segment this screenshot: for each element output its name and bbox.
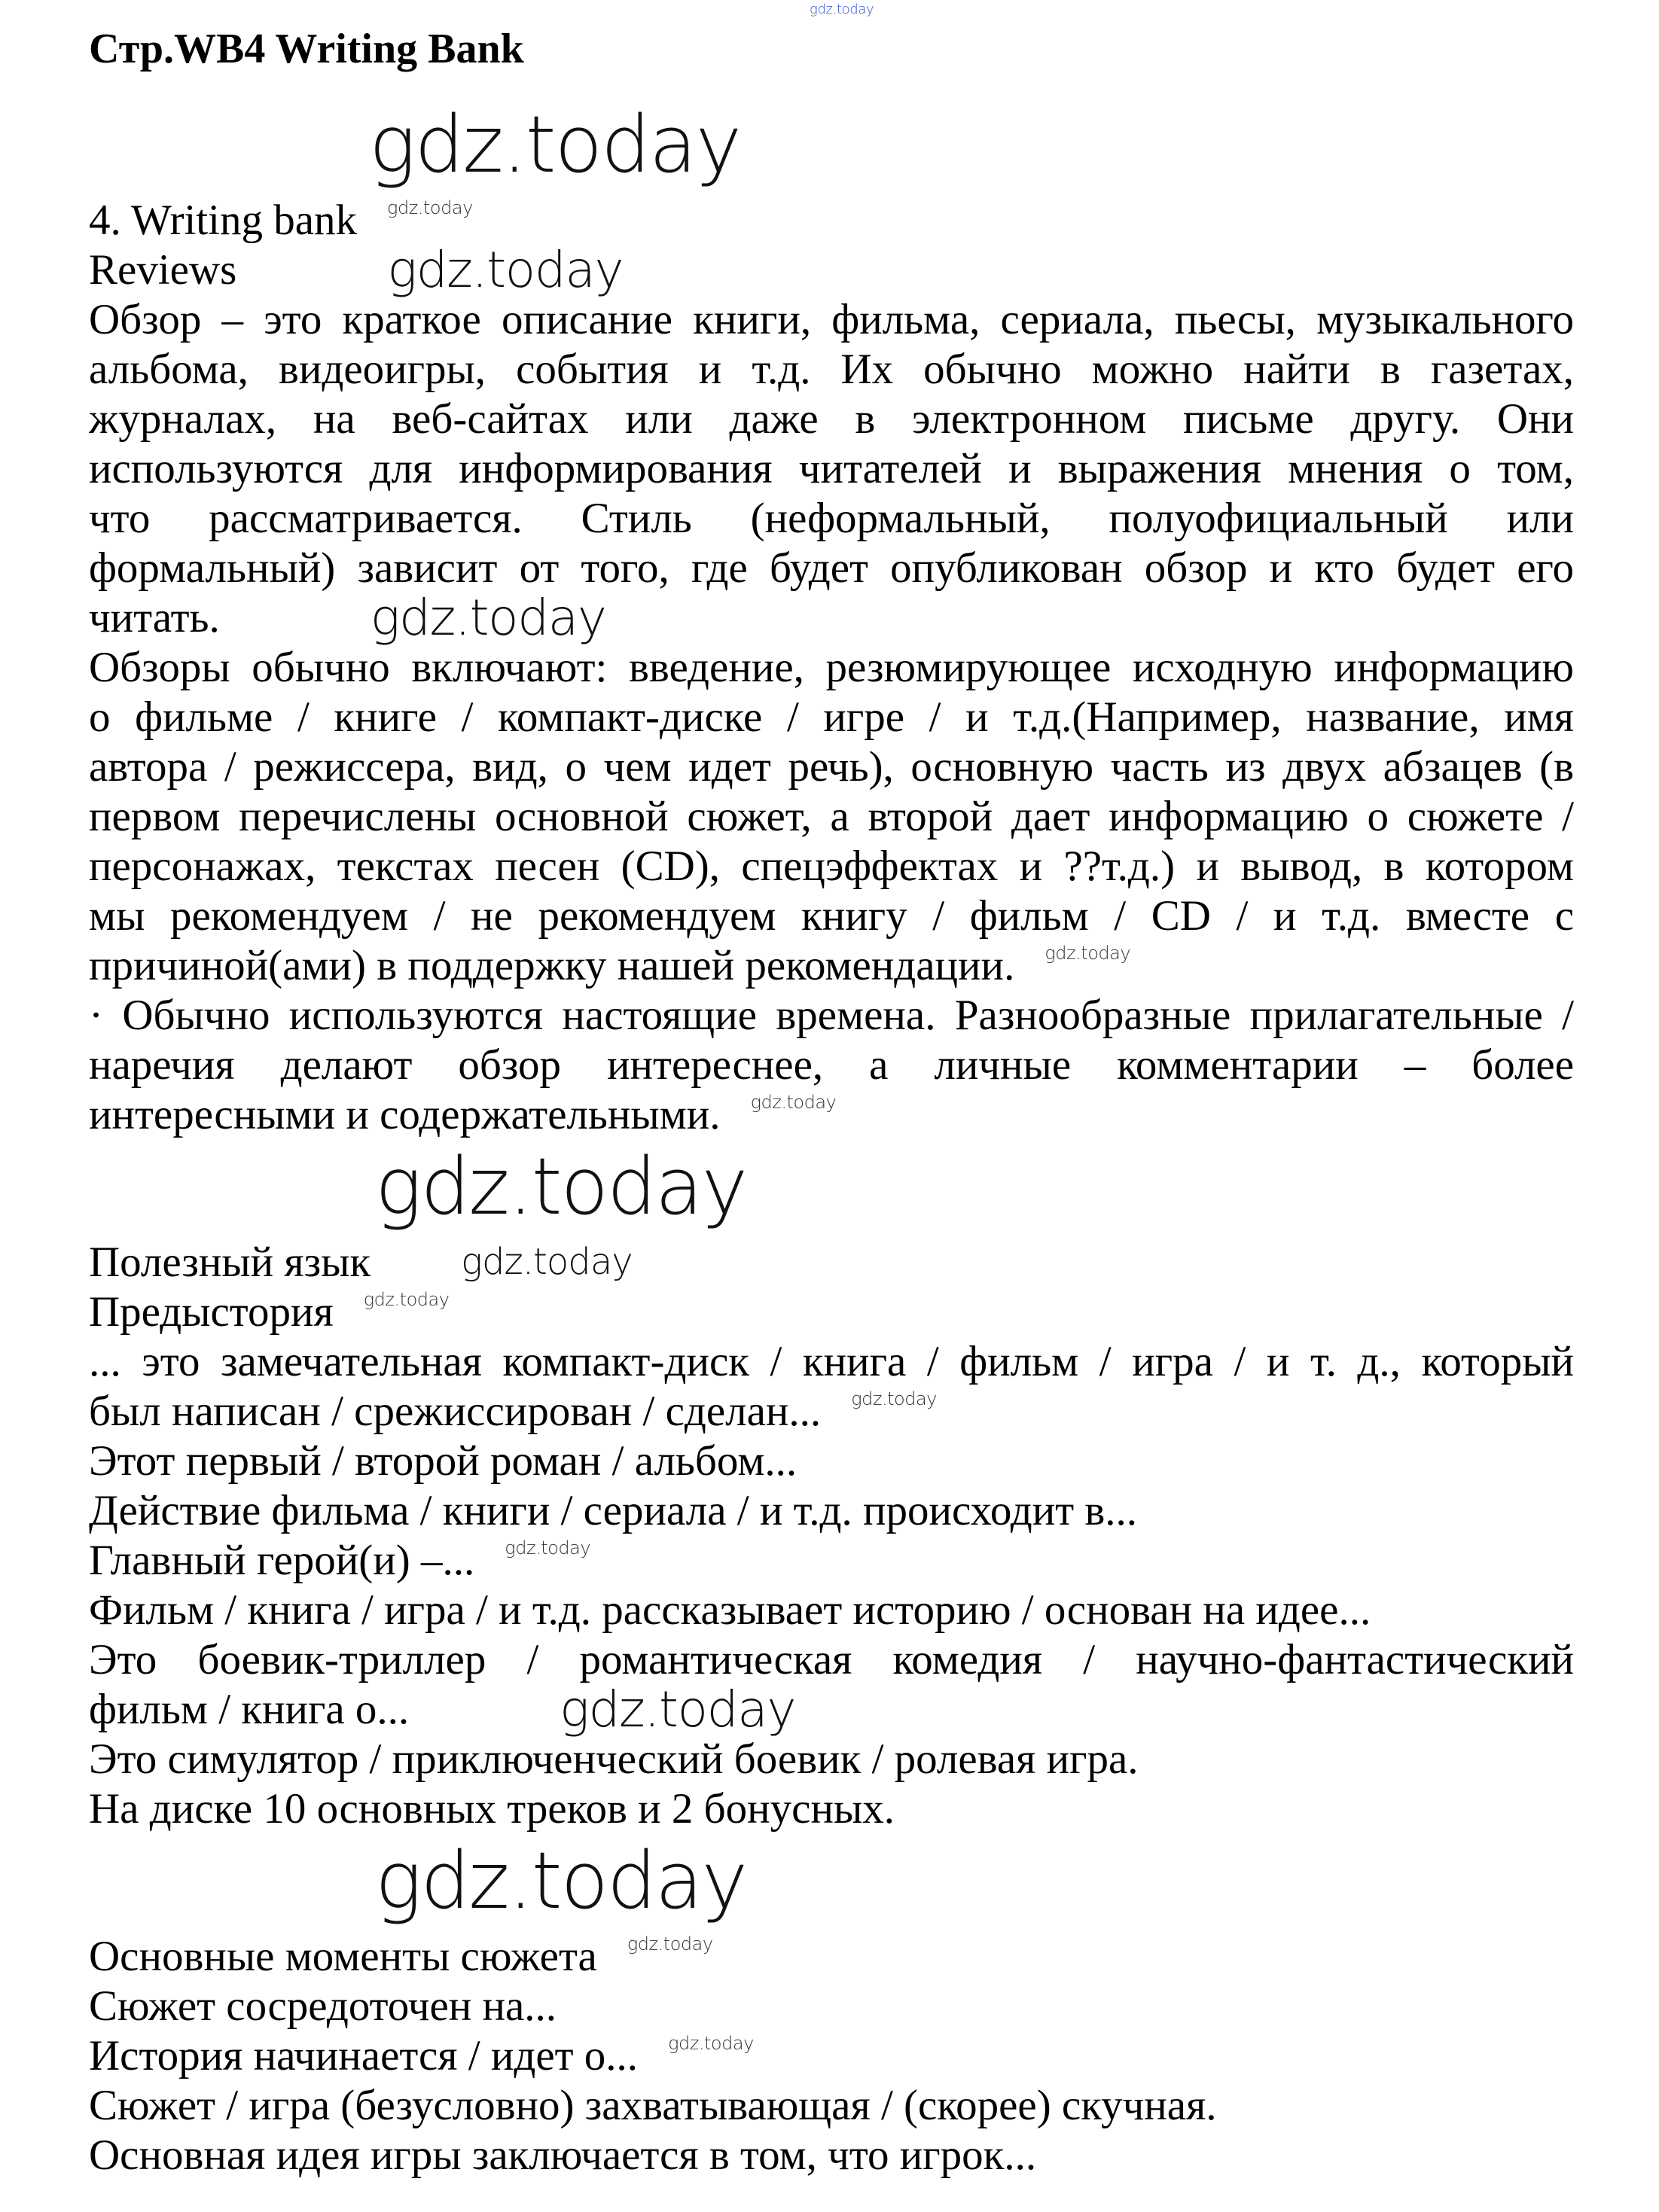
- text-line-content: был написан / срежиссирован / сделан...: [89, 1388, 822, 1435]
- text-line: [89, 1387, 1574, 1437]
- text-line-content: интересными и содержательными.: [89, 1091, 721, 1138]
- text-line-content: Основная идея игры заключается в том, что игрок...: [89, 2131, 1037, 2179]
- text-line-content: читать.: [89, 594, 220, 641]
- text-line-content: мы рекомендуем / не рекомендуем книгу / фильм / CD / и т.д. вместе с: [89, 892, 1574, 940]
- text-line: [89, 1287, 1574, 1337]
- text-line: [89, 494, 1574, 544]
- text-line-content: Основные моменты сюжета: [89, 1933, 597, 1980]
- text-line: [89, 544, 1574, 593]
- text-line-content: Это симулятор / приключенческий боевик / ролевая игра.: [89, 1735, 1139, 1783]
- text-line-content: · Обычно используются настоящие времена. Разнообразные прилагательные /: [89, 992, 1574, 1039]
- text-line-content: На диске 10 основных треков и 2 бонусных.: [89, 1785, 895, 1833]
- watermark: gdz.today: [505, 1537, 591, 1558]
- text-line-content: альбома, видеоигры, события и т.д. Их обычно можно найти в газетах,: [89, 346, 1574, 393]
- text-line: [89, 1238, 1574, 1287]
- text-line: [89, 693, 1574, 742]
- text-line-content: Действие фильма / книги / сериала / и т.д. происходит в...: [89, 1487, 1138, 1534]
- text-line-content: Сюжет / игра (безусловно) захватывающая / (скорее) скучная.: [89, 2082, 1217, 2129]
- watermark: gdz.today: [1044, 943, 1131, 964]
- watermark: gdz.today: [363, 1289, 450, 1310]
- text-line: [89, 444, 1574, 494]
- text-line: [89, 1090, 1574, 1140]
- text-line: [89, 589, 1574, 647]
- watermark: gdz.today: [370, 589, 606, 647]
- text-line: [89, 643, 1574, 693]
- text-line-content: Обзор – это краткое описание книги, фильма, сериала, пьесы, музыкального: [89, 296, 1574, 343]
- text-line: [89, 1536, 1574, 1586]
- text-line-content: причиной(ами) в поддержку нашей рекомендации.: [89, 942, 1015, 989]
- watermark-top: gdz.today: [810, 2, 874, 17]
- watermark: gdz.today: [750, 1092, 837, 1113]
- text-line: [89, 2081, 1574, 2131]
- watermark: gdz.today: [461, 1241, 633, 1283]
- text-line-content: автора / режиссера, вид, о чем идет речь), основную часть из двух абзацев (в: [89, 743, 1574, 791]
- text-line: [89, 295, 1574, 345]
- text-line-content: Reviews: [89, 246, 237, 294]
- text-line-content: персонажах, текстах песен (CD), спецэффектах и ??т.д.) и вывод, в котором: [89, 842, 1574, 890]
- text-line-content: ... это замечательная компакт-диск / книга / фильм / игра / и т. д., который: [89, 1338, 1574, 1385]
- text-line-content: Главный герой(и) –...: [89, 1537, 475, 1584]
- text-line: [89, 395, 1574, 444]
- text-line: [89, 891, 1574, 941]
- watermark: gdz.today: [375, 1141, 747, 1232]
- text-line: [89, 792, 1574, 842]
- text-line-content: Это боевик-триллер / романтическая комедия / научно-фантастический: [89, 1636, 1574, 1683]
- text-line-content: Сюжет сосредоточен на...: [89, 1982, 557, 2030]
- text-line-content: Обзоры обычно включают: введение, резюмирующее исходную информацию: [89, 644, 1574, 691]
- text-line: [89, 1486, 1574, 1536]
- text-line-content: 4. Writing bank: [89, 197, 358, 244]
- text-line: [89, 2031, 1574, 2081]
- document-body: [89, 196, 1574, 2180]
- text-line-content: журналах, на веб-сайтах или даже в электронном письме другу. Они: [89, 395, 1574, 443]
- watermark: gdz.today: [668, 2033, 754, 2054]
- text-line: [89, 1635, 1574, 1685]
- watermark: gdz.today: [560, 1680, 796, 1738]
- page-title: Стр.WB4 Writing Bank: [89, 26, 524, 72]
- text-line-content: Этот первый / второй роман / альбом...: [89, 1437, 797, 1485]
- blank-line: [89, 1834, 1574, 1932]
- blank-line: [89, 1140, 1574, 1238]
- text-line-content: История начинается / идет о...: [89, 2032, 639, 2079]
- text-line: [89, 1337, 1574, 1387]
- text-line: [89, 1680, 1574, 1738]
- text-line-content: Полезный язык: [89, 1239, 371, 1286]
- text-line: [89, 941, 1574, 991]
- watermark: gdz.today: [627, 1933, 713, 1955]
- text-line-content: о фильме / книге / компакт-диске / игре / и т.д.(Например, название, имя: [89, 693, 1574, 741]
- watermark: gdz.today: [369, 99, 741, 190]
- text-line: [89, 1586, 1574, 1635]
- text-line: [89, 241, 1574, 299]
- watermark: gdz.today: [375, 1835, 747, 1927]
- text-line-content: формальный) зависит от того, где будет опубликован обзор и кто будет его: [89, 544, 1574, 592]
- text-line: [89, 1040, 1574, 1090]
- text-line-content: что рассматривается. Стиль (неформальный, полуофициальный или: [89, 495, 1574, 542]
- text-line: [89, 1784, 1574, 1834]
- text-line-content: наречия делают обзор интереснее, а личные комментарии – более: [89, 1041, 1574, 1089]
- text-line: [89, 345, 1574, 395]
- text-line-content: используются для информирования читателей и выражения мнения о том,: [89, 445, 1574, 492]
- watermark: gdz.today: [387, 241, 624, 299]
- text-line: [89, 991, 1574, 1040]
- text-line-content: Предыстория: [89, 1288, 334, 1336]
- text-line: [89, 1735, 1574, 1784]
- text-line: [89, 842, 1574, 891]
- text-line-content: Фильм / книга / игра / и т.д. рассказывает историю / основан на идее...: [89, 1586, 1371, 1634]
- text-line: [89, 1982, 1574, 2031]
- text-line: [89, 196, 1574, 245]
- text-line-content: первом перечислены основной сюжет, а второй дает информацию о сюжете /: [89, 793, 1574, 840]
- text-line: [89, 2131, 1574, 2180]
- watermark: gdz.today: [851, 1388, 937, 1409]
- text-line: [89, 742, 1574, 792]
- watermark: gdz.today: [387, 197, 473, 218]
- text-line: [89, 1932, 1574, 1982]
- text-line-content: фильм / книга о...: [89, 1686, 410, 1733]
- text-line: [89, 1437, 1574, 1486]
